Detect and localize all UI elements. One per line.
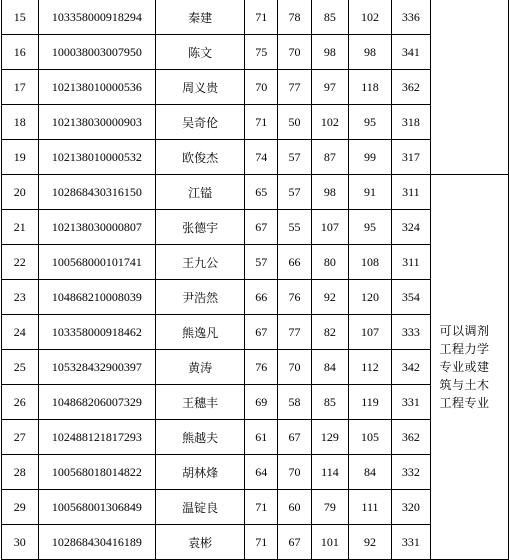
score-4: 111 xyxy=(349,490,392,525)
score-3: 80 xyxy=(311,245,349,280)
score-2: 50 xyxy=(278,105,311,140)
candidate-name: 熊逸凡 xyxy=(156,315,245,350)
candidate-name: 袁彬 xyxy=(156,525,245,560)
score-1: 57 xyxy=(245,245,278,280)
candidate-id: 104868210008039 xyxy=(38,280,156,315)
row-number: 21 xyxy=(2,210,39,245)
score-1: 66 xyxy=(245,280,278,315)
row-number: 29 xyxy=(2,490,39,525)
score-3: 101 xyxy=(311,525,349,560)
score-2: 78 xyxy=(278,0,311,35)
score-1: 71 xyxy=(245,490,278,525)
score-1: 75 xyxy=(245,35,278,70)
row-number: 28 xyxy=(2,455,39,490)
candidate-id: 102138010000532 xyxy=(38,140,156,175)
score-2: 77 xyxy=(278,70,311,105)
score-4: 91 xyxy=(349,175,392,210)
score-4: 95 xyxy=(349,210,392,245)
candidate-id: 102138010000536 xyxy=(38,70,156,105)
score-1: 65 xyxy=(245,175,278,210)
score-1: 67 xyxy=(245,315,278,350)
table-row xyxy=(2,0,509,35)
score-3: 79 xyxy=(311,490,349,525)
score-3: 129 xyxy=(311,420,349,455)
score-2: 70 xyxy=(278,455,311,490)
total-score: 331 xyxy=(391,525,430,560)
row-number: 19 xyxy=(2,140,39,175)
candidate-name: 尹浩然 xyxy=(156,280,245,315)
score-1: 64 xyxy=(245,455,278,490)
score-1: 61 xyxy=(245,420,278,455)
score-2: 66 xyxy=(278,245,311,280)
score-2: 58 xyxy=(278,385,311,420)
candidate-id: 100038003007950 xyxy=(38,35,156,70)
score-1: 74 xyxy=(245,140,278,175)
note-cell xyxy=(431,175,509,560)
score-2: 70 xyxy=(278,35,311,70)
candidate-name: 熊越夫 xyxy=(156,420,245,455)
score-3: 98 xyxy=(311,35,349,70)
row-number: 22 xyxy=(2,245,39,280)
candidate-id: 102138030000903 xyxy=(38,105,156,140)
score-4: 118 xyxy=(349,70,392,105)
score-table xyxy=(1,0,509,560)
candidate-id: 100568000101741 xyxy=(38,245,156,280)
score-4: 120 xyxy=(349,280,392,315)
score-4: 107 xyxy=(349,315,392,350)
score-1: 69 xyxy=(245,385,278,420)
candidate-name: 黄涛 xyxy=(156,350,245,385)
score-4: 105 xyxy=(349,420,392,455)
total-score: 336 xyxy=(391,0,430,35)
total-score: 362 xyxy=(391,420,430,455)
total-score: 342 xyxy=(391,350,430,385)
score-3: 92 xyxy=(311,280,349,315)
total-score: 311 xyxy=(391,245,430,280)
candidate-name: 胡林烽 xyxy=(156,455,245,490)
row-number: 17 xyxy=(2,70,39,105)
score-4: 112 xyxy=(349,350,392,385)
row-number: 20 xyxy=(2,175,39,210)
candidate-name: 欧俊杰 xyxy=(156,140,245,175)
candidate-id: 102488121817293 xyxy=(38,420,156,455)
note-cell-empty xyxy=(431,0,509,175)
row-number: 18 xyxy=(2,105,39,140)
score-1: 70 xyxy=(245,70,278,105)
row-number: 15 xyxy=(2,0,39,35)
candidate-id: 102868430416189 xyxy=(38,525,156,560)
score-4: 102 xyxy=(349,0,392,35)
score-4: 84 xyxy=(349,455,392,490)
score-2: 60 xyxy=(278,490,311,525)
table-body xyxy=(2,0,509,560)
score-4: 95 xyxy=(349,105,392,140)
score-3: 102 xyxy=(311,105,349,140)
total-score: 331 xyxy=(391,385,430,420)
candidate-id: 103358000918294 xyxy=(38,0,156,35)
score-3: 87 xyxy=(311,140,349,175)
score-1: 71 xyxy=(245,525,278,560)
score-1: 71 xyxy=(245,0,278,35)
total-score: 311 xyxy=(391,175,430,210)
total-score: 318 xyxy=(391,105,430,140)
score-4: 92 xyxy=(349,525,392,560)
score-2: 76 xyxy=(278,280,311,315)
total-score: 354 xyxy=(391,280,430,315)
score-3: 85 xyxy=(311,0,349,35)
score-3: 82 xyxy=(311,315,349,350)
candidate-name: 陈文 xyxy=(156,35,245,70)
candidate-id: 100568018014822 xyxy=(38,455,156,490)
row-number: 24 xyxy=(2,315,39,350)
row-number: 25 xyxy=(2,350,39,385)
score-2: 67 xyxy=(278,420,311,455)
score-4: 108 xyxy=(349,245,392,280)
score-2: 55 xyxy=(278,210,311,245)
score-3: 114 xyxy=(311,455,349,490)
candidate-id: 105328432900397 xyxy=(38,350,156,385)
candidate-name: 吴奇伦 xyxy=(156,105,245,140)
score-2: 57 xyxy=(278,175,311,210)
score-4: 119 xyxy=(349,385,392,420)
candidate-id: 102138030000807 xyxy=(38,210,156,245)
candidate-id: 100568001306849 xyxy=(38,490,156,525)
total-score: 332 xyxy=(391,455,430,490)
score-2: 67 xyxy=(278,525,311,560)
total-score: 341 xyxy=(391,35,430,70)
total-score: 333 xyxy=(391,315,430,350)
candidate-name: 江镒 xyxy=(156,175,245,210)
score-4: 99 xyxy=(349,140,392,175)
table-row xyxy=(2,175,509,210)
candidate-id: 104868206007329 xyxy=(38,385,156,420)
row-number: 16 xyxy=(2,35,39,70)
score-2: 77 xyxy=(278,315,311,350)
candidate-id: 102868430316150 xyxy=(38,175,156,210)
candidate-name: 温锭良 xyxy=(156,490,245,525)
candidate-name: 王九公 xyxy=(156,245,245,280)
score-3: 84 xyxy=(311,350,349,385)
candidate-name: 周义贵 xyxy=(156,70,245,105)
total-score: 317 xyxy=(391,140,430,175)
score-3: 98 xyxy=(311,175,349,210)
row-number: 27 xyxy=(2,420,39,455)
row-number: 26 xyxy=(2,385,39,420)
candidate-name: 王穗丰 xyxy=(156,385,245,420)
score-2: 70 xyxy=(278,350,311,385)
total-score: 324 xyxy=(391,210,430,245)
row-number: 30 xyxy=(2,525,39,560)
candidate-name: 秦建 xyxy=(156,0,245,35)
score-1: 76 xyxy=(245,350,278,385)
score-2: 57 xyxy=(278,140,311,175)
score-1: 67 xyxy=(245,210,278,245)
score-3: 85 xyxy=(311,385,349,420)
score-4: 98 xyxy=(349,35,392,70)
candidate-name: 张德宇 xyxy=(156,210,245,245)
score-3: 97 xyxy=(311,70,349,105)
total-score: 362 xyxy=(391,70,430,105)
score-3: 107 xyxy=(311,210,349,245)
candidate-id: 103358000918462 xyxy=(38,315,156,350)
transfer-note: 可以调剂工程力学专业或建筑与土木工程专业 xyxy=(439,324,490,410)
row-number: 23 xyxy=(2,280,39,315)
total-score: 320 xyxy=(391,490,430,525)
score-1: 71 xyxy=(245,105,278,140)
